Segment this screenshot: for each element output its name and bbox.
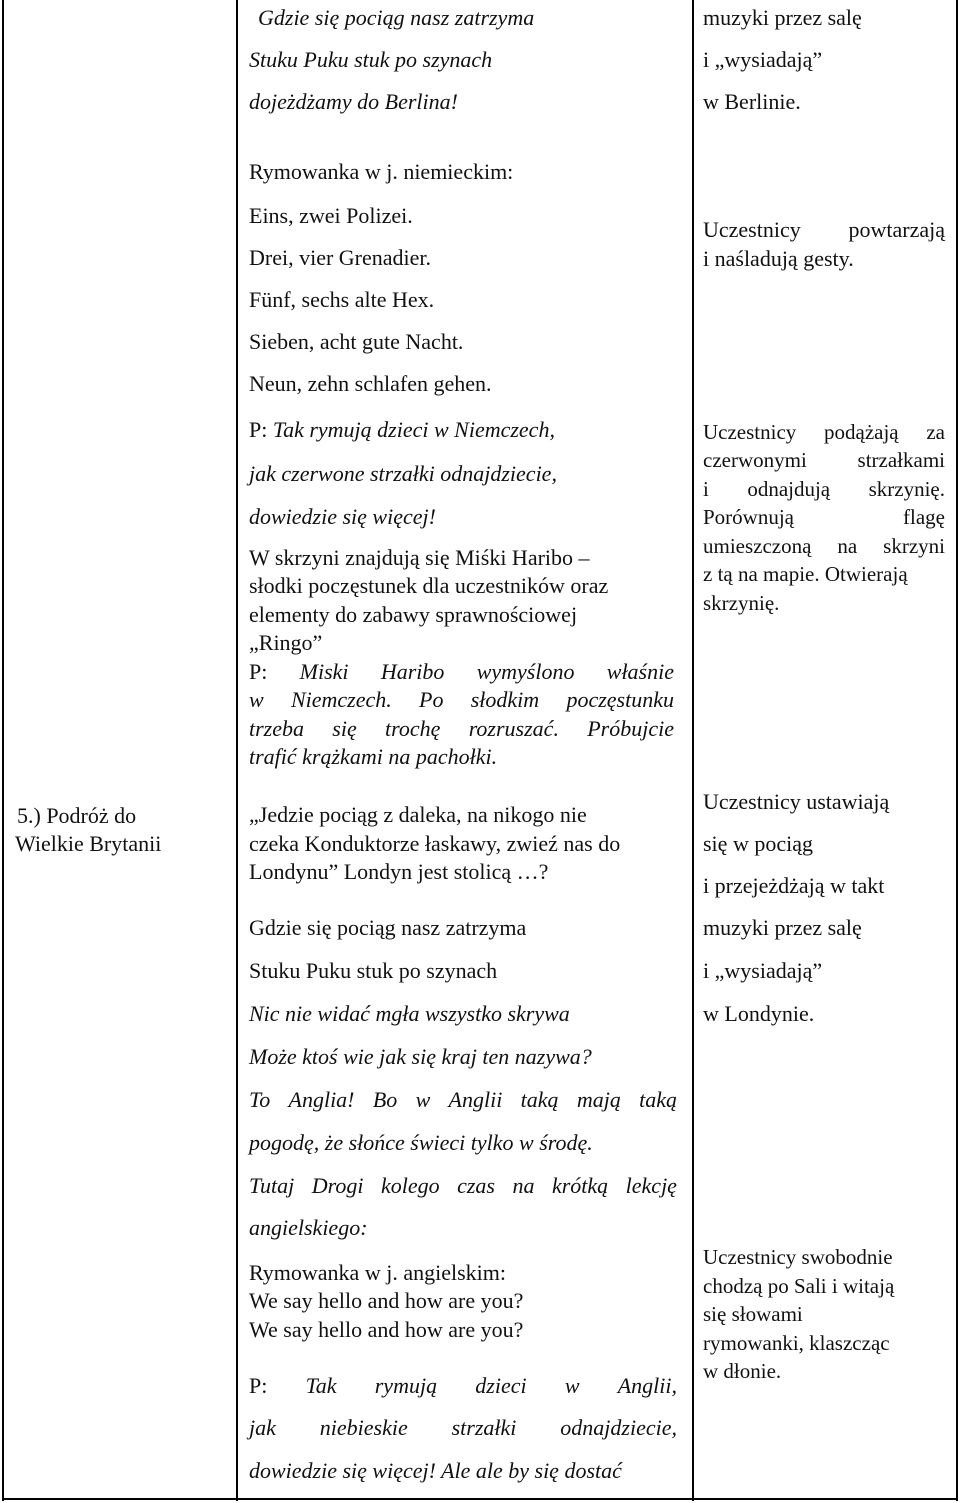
script-line: Nic nie widać mgła wszystko skrywa [249,1001,570,1026]
table-border-bottom [2,1498,958,1500]
word: To [249,1087,271,1112]
speaker-label: P: [249,417,273,442]
word: odnajdują [747,477,831,501]
paragraph-line: „Ringo” [249,630,323,655]
word: poczęstunku [566,687,674,712]
rhyme-line: Drei, vier Grenadier. [249,245,432,270]
participant-note: z tą na mapie. Otwierają [703,562,908,586]
participant-note [703,475,945,503]
word: Uczestnicy [703,217,801,242]
word: Uczestnicy [703,420,797,444]
word: i [703,477,709,501]
word: skrzyni [883,534,945,558]
word: za [926,420,945,444]
word: dzieci [475,1373,527,1398]
paragraph-line: Londynu” Londyn jest stolicą …? [249,859,549,884]
word: słodkim [470,687,540,712]
word: czerwonymi [703,448,807,472]
script-line: Stuku Puku stuk po szynach [249,47,493,72]
word: się [332,716,357,741]
word: na [837,534,858,558]
rhyme-line: Sieben, acht gute Nacht. [249,329,464,354]
word: czas [457,1173,495,1198]
rhyme-heading: Rymowanka w j. angielskim: [249,1260,506,1285]
participant-note: w Londynie. [703,1001,815,1026]
word: rymują [374,1373,438,1398]
participant-note: chodzą po Sali i witają [703,1274,895,1298]
word: P: [249,659,268,684]
word: trochę [385,716,441,741]
word: taką [520,1087,559,1112]
participant-note: muzyki przez salę [703,5,862,30]
participant-note: skrzynię. [703,591,780,615]
script-line: Gdzie się pociąg nasz zatrzyma [249,915,527,940]
script-line [249,1172,677,1200]
rhyme-line: We say hello and how are you? [249,1317,524,1342]
word: Po [419,687,444,712]
word: Miski [299,659,349,684]
word: właśnie [606,659,674,684]
script-line: angielskiego: [249,1215,368,1240]
table-divider-2 [692,0,694,1501]
word: mają [576,1087,621,1112]
rhyme-line: We say hello and how are you? [249,1288,524,1313]
script-line [249,1372,677,1400]
word: umieszczoną [703,534,812,558]
participant-note [703,216,945,244]
word: strzałkami [857,448,945,472]
script-line: jak czerwone strzałki odnajdziecie, [249,461,557,486]
word: Tak [305,1373,337,1398]
table-border-left [2,0,4,1501]
script-line [249,1086,677,1114]
participant-note: i naśladują gesty. [703,246,854,271]
participant-note: Uczestnicy swobodnie [703,1245,893,1269]
paragraph-line [249,715,674,743]
paragraph-line: czeka Konduktorze łaskawy, zwieź nas do [249,831,621,856]
script-line: dojeżdżamy do Berlina! [249,89,458,114]
word: Niemczech. [290,687,392,712]
word: kolego [380,1173,440,1198]
word: Anglia! [288,1087,355,1112]
script-line [249,416,555,444]
participant-note: i „wysiadają” [703,958,823,983]
paragraph-line [249,686,674,714]
script-line [249,1414,677,1442]
word: wymyślono [476,659,575,684]
word: P: [249,1373,268,1398]
participant-note: się w pociąg [703,831,813,856]
word: Anglii [448,1087,503,1112]
paragraph-line [249,658,674,686]
word: Tutaj [249,1173,295,1198]
participant-note: rymowanki, klaszcząc [703,1331,890,1355]
script-line: dowiedzie się więcej! Ale ale by się dostać [249,1458,622,1483]
word: jak [249,1415,276,1440]
paragraph-line: „Jedzie pociąg z daleka, na nikogo nie [249,802,587,827]
word: Bo [372,1087,398,1112]
section-number: 5.) Podróż do [17,803,137,828]
word: Anglii, [617,1373,677,1398]
participant-note [703,532,945,560]
script-line: Stuku Puku stuk po szynach [249,958,498,983]
word: podążają [824,420,899,444]
word: Porównują [703,505,794,529]
word: skrzynię. [868,477,945,501]
word: Drogi [311,1173,364,1198]
word: w [415,1087,431,1112]
participant-note: i przejeżdżają w takt [703,873,885,898]
table-border-right [956,0,958,1501]
section-title: Wielkie Brytanii [15,831,162,856]
word: rozruszać. [468,716,559,741]
participant-note: Uczestnicy ustawiają [703,789,890,814]
word: powtarzają [848,217,945,242]
script-line: dowiedzie się więcej! [249,504,436,529]
paragraph-line: elementy do zabawy sprawnościowej [249,602,578,627]
script-line: Gdzie się pociąg nasz zatrzyma [258,5,535,30]
rhyme-line: Fünf, sechs alte Hex. [249,287,435,312]
script-line: pogodę, że słońce świeci tylko w środę. [249,1130,593,1155]
participant-note: muzyki przez salę [703,915,862,940]
word: odnajdziecie, [560,1415,677,1440]
word: w [564,1373,580,1398]
paragraph-line: trafić krążkami na pachołki. [249,744,498,769]
participant-note: w dłonie. [703,1359,782,1383]
word: taką [639,1087,677,1112]
table-divider-1 [236,0,238,1501]
paragraph-line: słodki poczęstunek dla uczestników oraz [249,573,609,598]
word: Haribo [380,659,445,684]
participant-note [703,418,945,446]
word: krótką [551,1173,609,1198]
participant-note: i „wysiadają” [703,47,823,72]
word: Próbujcie [587,716,674,741]
rhyme-heading: Rymowanka w j. niemieckim: [249,159,514,184]
word: flagę [903,505,945,529]
word: na [512,1173,535,1198]
word: trzeba [249,716,304,741]
word: w [249,687,264,712]
rhyme-line: Neun, zehn schlafen gehen. [249,371,492,396]
paragraph-line: W skrzyni znajdują się Miśki Haribo – [249,545,590,570]
script-line: Może ktoś wie jak się kraj ten nazywa? [249,1044,592,1069]
participant-note [703,446,945,474]
rhyme-line: Eins, zwei Polizei. [249,203,413,228]
word: strzałki [451,1415,517,1440]
speaker-text: Tak rymują dzieci w Niemczech, [272,417,555,442]
participant-note: w Berlinie. [703,89,801,114]
word: niebieskie [319,1415,408,1440]
participant-note [703,503,945,531]
participant-note: się słowami [703,1302,803,1326]
word: lekcję [625,1173,677,1198]
